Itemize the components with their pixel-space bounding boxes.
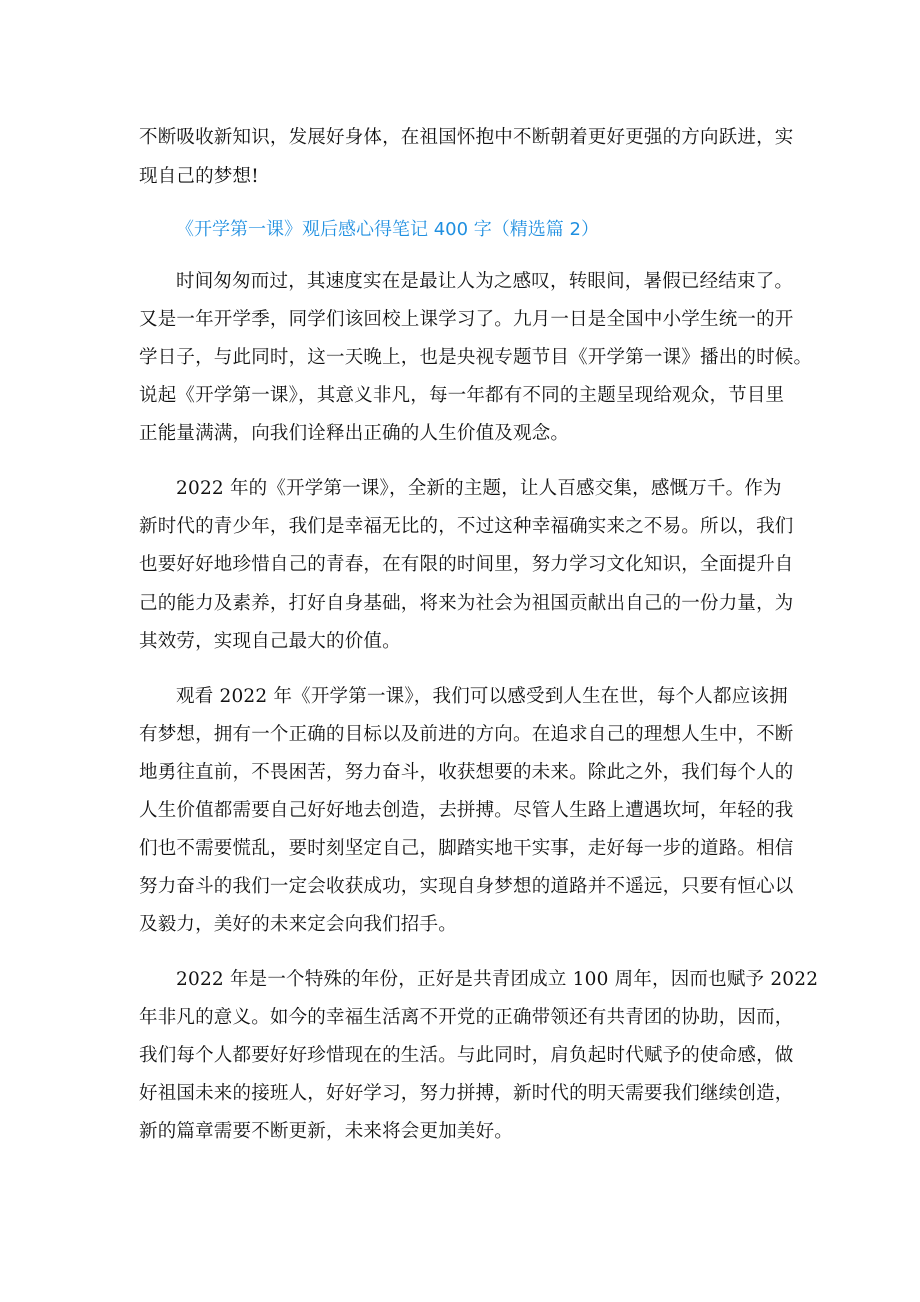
paragraph-1-line-2: 又是一年开学季，同学们该回校上课学习了。九月一日是全国中小学生统一的开 bbox=[139, 309, 794, 330]
paragraph-2-line-4: 己的能力及素养，打好自身基础，将来为社会为祖国贡献出自己的一份力量，为 bbox=[139, 593, 794, 614]
intro-line-1: 不断吸收新知识，发展好身体，在祖国怀抱中不断朝着更好更强的方向跃进，实 bbox=[139, 127, 794, 148]
paragraph-4-line-5: 新的篇章需要不断更新，未来将会更加美好。 bbox=[139, 1121, 514, 1142]
paragraph-1-line-4: 说起《开学第一课》，其意义非凡，每一年都有不同的主题呈现给观众，节目里 bbox=[139, 385, 785, 406]
paragraph-3-line-4: 人生价值都需要自己好好地去创造，去拼搏。尽管人生路上遭遇坎坷，年轻的我 bbox=[139, 800, 794, 821]
section-heading: 《开学第一课》观后感心得笔记 400 字（精选篇 2） bbox=[176, 219, 599, 240]
paragraph-2-line-2: 新时代的青少年，我们是幸福无比的，不过这种幸福确实来之不易。所以，我们 bbox=[139, 516, 794, 537]
paragraph-4-line-2: 年非凡的意义。如今的幸福生活离不开党的正确带领还有共青团的协助，因而， bbox=[139, 1007, 794, 1028]
paragraph-3-line-7: 及毅力，美好的未来定会向我们招手。 bbox=[139, 914, 457, 935]
paragraph-2-line-1: 2022 年的《开学第一课》，全新的主题，让人百感交集，感慨万千。作为 bbox=[176, 478, 782, 499]
intro-line-2: 现自己的梦想! bbox=[139, 166, 259, 187]
paragraph-1-line-1: 时间匆匆而过，其速度实在是最让人为之感叹，转眼间，暑假已经结束了。 bbox=[176, 271, 794, 292]
paragraph-4-line-4: 好祖国未来的接班人，好好学习，努力拼搏，新时代的明天需要我们继续创造， bbox=[139, 1083, 794, 1104]
paragraph-3-line-5: 们也不需要慌乱，要时刻坚定自己，脚踏实地干实事，走好每一步的道路。相信 bbox=[139, 838, 794, 859]
paragraph-3-line-1: 观看 2022 年《开学第一课》，我们可以感受到人生在世，每个人都应该拥 bbox=[176, 686, 788, 707]
paragraph-3-line-2: 有梦想，拥有一个正确的目标以及前进的方向。在追求自己的理想人生中，不断 bbox=[139, 724, 794, 745]
paragraph-4-line-3: 我们每个人都要好好珍惜现在的生活。与此同时，肩负起时代赋予的使命感，做 bbox=[139, 1045, 794, 1066]
paragraph-2-line-5: 其效劳，实现自己最大的价值。 bbox=[139, 631, 401, 652]
paragraph-3-line-6: 努力奋斗的我们一定会收获成功，实现自身梦想的道路并不遥远，只要有恒心以 bbox=[139, 876, 794, 897]
paragraph-2-line-3: 也要好好地珍惜自己的青春，在有限的时间里，努力学习文化知识，全面提升自 bbox=[139, 554, 794, 575]
paragraph-3-line-3: 地勇往直前，不畏困苦，努力奋斗，收获想要的未来。除此之外，我们每个人的 bbox=[139, 762, 794, 783]
paragraph-4-line-1: 2022 年是一个特殊的年份，正好是共青团成立 100 周年，因而也赋予 2022 bbox=[176, 969, 819, 990]
paragraph-1-line-3: 学日子，与此同时，这一天晚上，也是央视专题节目《开学第一课》播出的时候。 bbox=[139, 347, 813, 368]
paragraph-1-line-5: 正能量满满，向我们诠释出正确的人生价值及观念。 bbox=[139, 423, 570, 444]
